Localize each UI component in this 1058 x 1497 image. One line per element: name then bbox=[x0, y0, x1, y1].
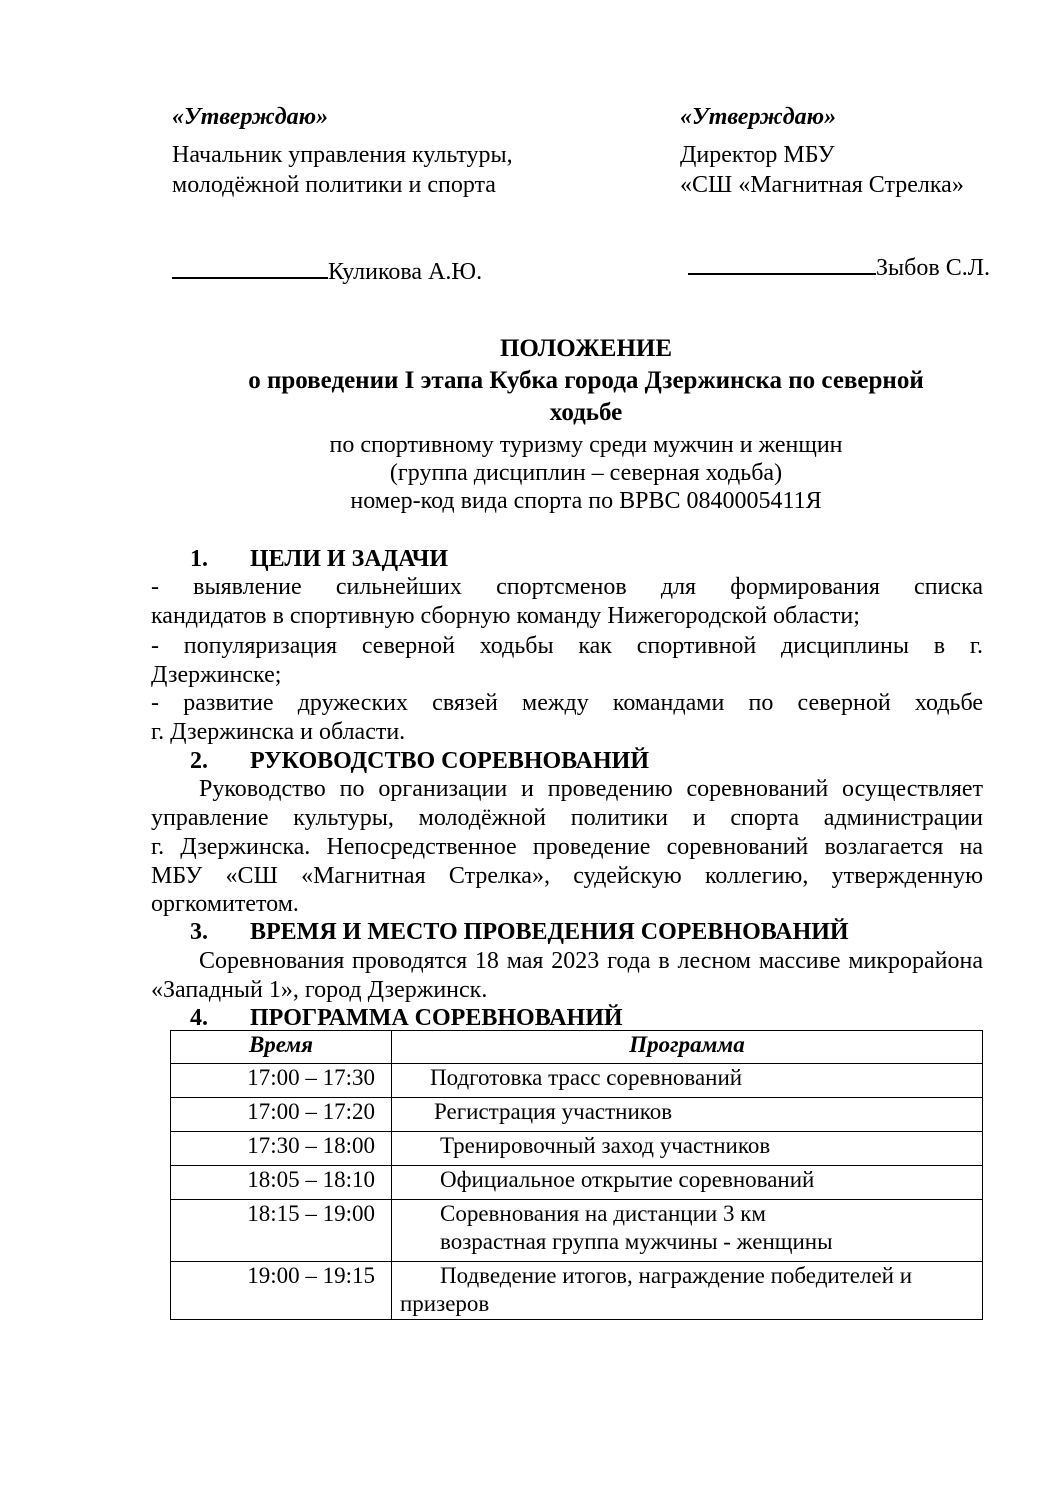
section-1-line-3: - популяризация северной ходьбы как спортивной дисциплины в г. bbox=[151, 633, 983, 659]
program-cell bbox=[392, 1200, 983, 1262]
approval-left-signer: Куликова А.Ю. bbox=[328, 259, 483, 285]
approval-left-heading: «Утверждаю» bbox=[172, 104, 329, 130]
approval-left-position-line1: Начальник управления культуры, bbox=[172, 142, 513, 168]
approval-right-signature bbox=[688, 253, 990, 283]
time-cell: 18:15 – 19:00 bbox=[171, 1200, 392, 1262]
section-title: ЦЕЛИ И ЗАДАЧИ bbox=[250, 546, 449, 572]
section-1-line-4: Дзержинске; bbox=[151, 662, 282, 688]
time-cell: 17:00 – 17:30 bbox=[171, 1064, 392, 1098]
section-1-line-5: - развитие дружеских связей между командами по северной ходьбе bbox=[151, 690, 983, 716]
approval-right-heading: «Утверждаю» bbox=[680, 104, 837, 130]
approval-left-signature bbox=[172, 257, 482, 287]
section-2-line-4: МБУ «СШ «Магнитная Стрелка», судейскую коллегию, утвержденную bbox=[151, 863, 983, 889]
program-cell: Тренировочный заход участников bbox=[392, 1132, 983, 1166]
table-header-time: Время bbox=[171, 1031, 392, 1064]
document-title-line2: о проведении I этапа Кубка города Дзержинска по северной bbox=[248, 367, 924, 394]
program-text-continued: призеров bbox=[400, 1291, 490, 1316]
section-2-line-2: управление культуры, молодёжной политики и спорта администрации bbox=[151, 805, 983, 831]
document-subtitle-2: (группа дисциплин – северная ходьба) bbox=[389, 460, 783, 486]
document-subtitle-3: номер-код вида спорта по ВРВС 0840005411Я bbox=[350, 488, 822, 514]
table-row bbox=[171, 1200, 983, 1262]
section-3-line-1: Соревнования проводятся 18 мая 2023 года в лесном массиве микрорайона bbox=[199, 948, 983, 974]
section-3-line-2: «Западный 1», город Дзержинск. bbox=[151, 977, 488, 1003]
section-2-line-5: оргкомитетом. bbox=[151, 891, 299, 917]
program-text: Подведение итогов, награждение победителей и bbox=[440, 1263, 913, 1288]
section-1-line-6: г. Дзержинска и области. bbox=[151, 719, 406, 745]
time-cell: 19:00 – 19:15 bbox=[171, 1262, 392, 1320]
table-header-row bbox=[171, 1031, 983, 1064]
approval-right-signer: Зыбов С.Л. bbox=[876, 255, 990, 281]
program-cell: Подготовка трасс соревнований bbox=[392, 1064, 983, 1098]
program-text-continued: возрастная группа мужчины - женщины bbox=[440, 1229, 833, 1254]
document-title-line3: ходьбе bbox=[549, 399, 623, 426]
signature-line bbox=[688, 253, 876, 275]
program-cell: Официальное открытие соревнований bbox=[392, 1166, 983, 1200]
approval-left-position-line2: молодёжной политики и спорта bbox=[172, 172, 496, 198]
time-cell: 17:30 – 18:00 bbox=[171, 1132, 392, 1166]
program-table bbox=[170, 1030, 983, 1320]
document-title: ПОЛОЖЕНИЕ bbox=[499, 335, 673, 362]
document-subtitle-1: по спортивному туризму среди мужчин и женщин bbox=[329, 432, 843, 458]
table-header-program: Программа bbox=[392, 1031, 983, 1064]
approval-right-position-line1: Директор МБУ bbox=[680, 142, 835, 168]
program-cell: Регистрация участников bbox=[392, 1098, 983, 1132]
section-number: 4. bbox=[190, 1005, 208, 1031]
section-title: ВРЕМЯ И МЕСТО ПРОВЕДЕНИЯ СОРЕВНОВАНИЙ bbox=[250, 919, 849, 945]
table-row bbox=[171, 1132, 983, 1166]
section-number: 3. bbox=[190, 919, 208, 945]
time-cell: 17:00 – 17:20 bbox=[171, 1098, 392, 1132]
section-2-line-3: г. Дзержинска. Непосредственное проведение соревнований возлагается на bbox=[151, 834, 983, 860]
table-row bbox=[171, 1166, 983, 1200]
program-cell bbox=[392, 1262, 983, 1320]
table-row bbox=[171, 1064, 983, 1098]
section-2-line-1: Руководство по организации и проведению соревнований осуществляет bbox=[199, 776, 983, 802]
section-1-line-2: кандидатов в спортивную сборную команду Нижегородской области; bbox=[151, 603, 860, 629]
section-number: 2. bbox=[190, 748, 208, 774]
table-row bbox=[171, 1098, 983, 1132]
time-cell: 18:05 – 18:10 bbox=[171, 1166, 392, 1200]
section-1-line-1: - выявление сильнейших спортсменов для формирования списка bbox=[151, 574, 983, 600]
program-text: Соревнования на дистанции 3 км bbox=[440, 1201, 766, 1226]
table-row bbox=[171, 1262, 983, 1320]
signature-line bbox=[172, 257, 328, 279]
section-title: ПРОГРАММА СОРЕВНОВАНИЙ bbox=[250, 1005, 623, 1031]
section-title: РУКОВОДСТВО СОРЕВНОВАНИЙ bbox=[250, 748, 649, 774]
section-number: 1. bbox=[190, 546, 208, 572]
approval-right-position-line2: «СШ «Магнитная Стрелка» bbox=[680, 172, 964, 198]
